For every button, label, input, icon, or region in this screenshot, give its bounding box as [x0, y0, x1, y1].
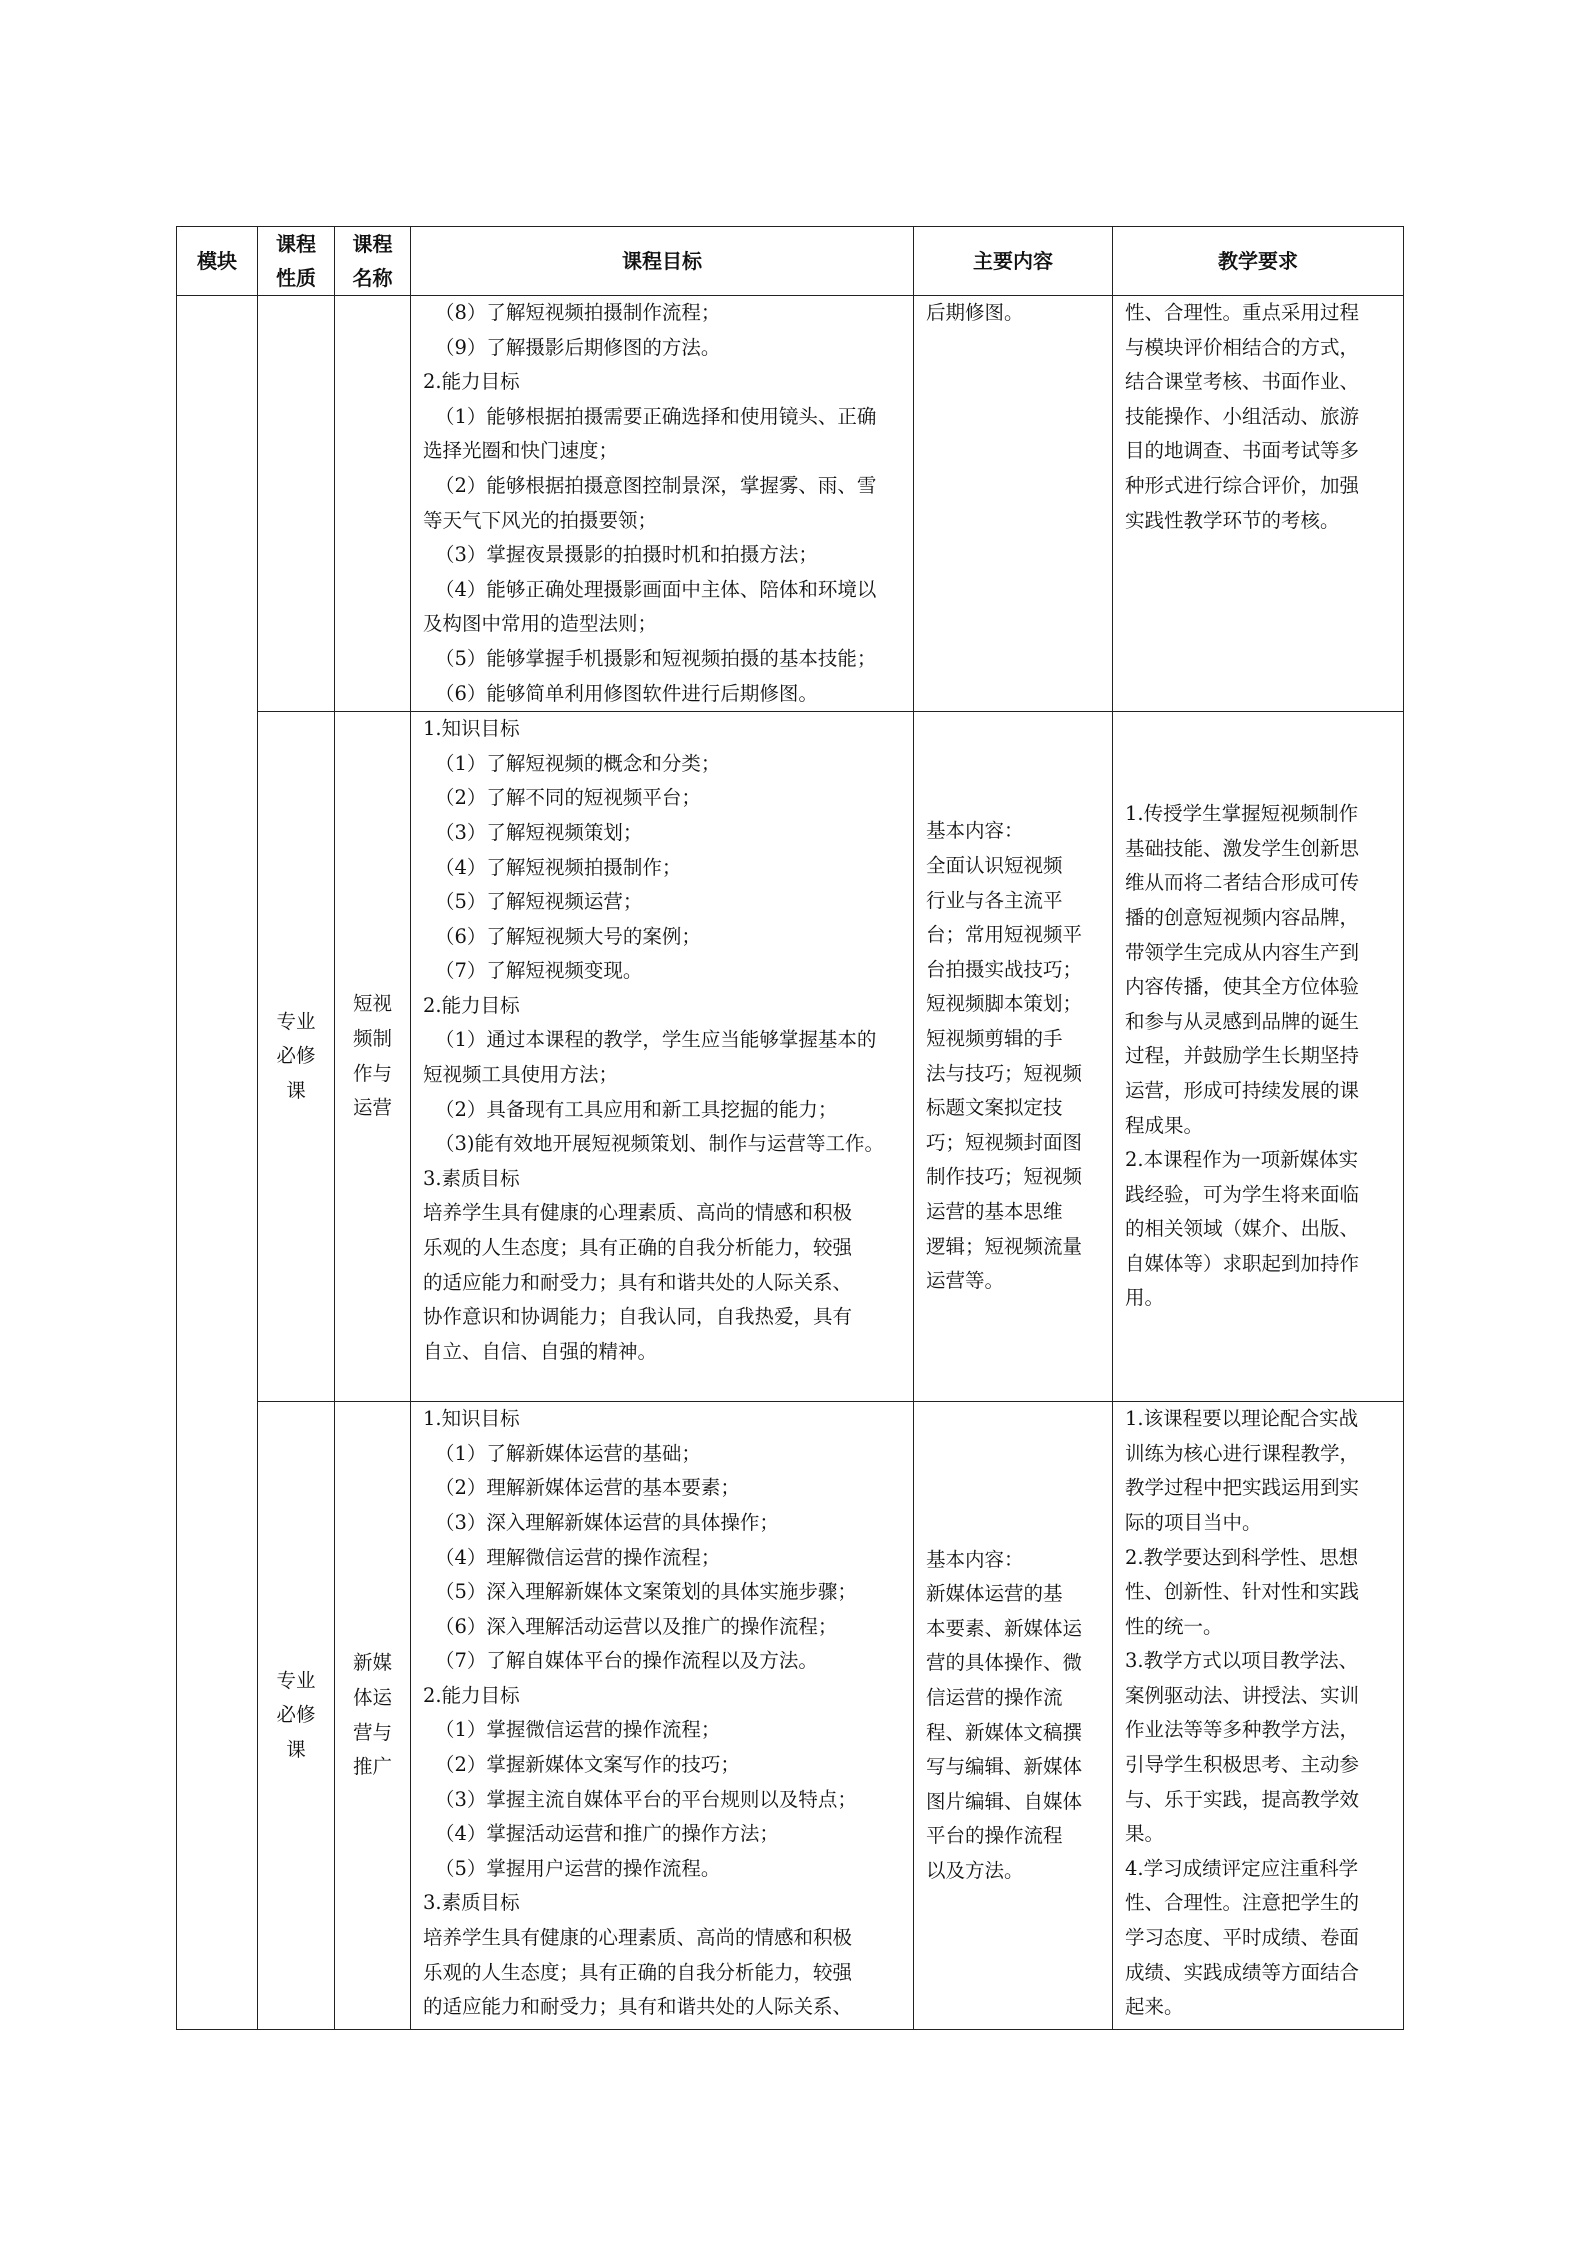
text-line: 图片编辑、自媒体 — [926, 1789, 1083, 1813]
text-line: 3.素质目标 — [423, 1166, 520, 1190]
text-line: 协作意识和协调能力；自我认同，自我热爱，具有 — [423, 1305, 853, 1329]
header-course-nature: 课程 性质 — [258, 227, 335, 296]
text-line: （6）了解短视频大号的案例； — [435, 924, 701, 948]
text-line: 基础技能、激发学生创新思 — [1125, 836, 1360, 860]
text-line: （5）能够掌握手机摄影和短视频拍摄的基本技能； — [435, 646, 877, 670]
course-row-short-video — [177, 712, 1404, 1402]
course-nature-cell — [258, 1402, 335, 2030]
text-line: 台拍摄实战技巧； — [926, 957, 1083, 981]
text-line: 际的项目当中。 — [1125, 1510, 1262, 1534]
text-line: 以及方法。 — [926, 1859, 1024, 1882]
text-line: 培养学生具有健康的心理素质、高尚的情感和积极 — [423, 1201, 853, 1225]
main-content-cell — [914, 712, 1113, 1402]
text-line: 起来。 — [1125, 1995, 1184, 2019]
text-line: 新媒 — [352, 1651, 392, 1675]
text-line: 2.能力目标 — [423, 1683, 520, 1707]
text-line: （3）了解短视频策划； — [435, 820, 643, 844]
course-name-cell — [335, 712, 411, 1402]
text-line: 1.知识目标 — [423, 1407, 520, 1431]
course-name-cell — [335, 296, 411, 712]
text-line: （7）了解短视频变现。 — [435, 959, 643, 983]
text-line: 平台的操作流程 — [926, 1824, 1063, 1848]
text-line: 标题文案拟定技 — [926, 1096, 1063, 1120]
text-line: （2）了解不同的短视频平台； — [435, 786, 701, 810]
text-line: （2）掌握新媒体文案写作的技巧； — [435, 1753, 740, 1777]
text-line: 性、合理性。注意把学生的 — [1125, 1891, 1360, 1915]
course-name-cell — [335, 1402, 411, 2030]
text-line: 2.能力目标 — [423, 993, 520, 1017]
text-line: 等天气下风光的拍摄要领； — [423, 508, 658, 532]
text-line: 信运营的操作流 — [926, 1686, 1063, 1710]
course-goals-cell — [411, 1402, 914, 2030]
text-line: 作业法等等多种教学方法， — [1125, 1718, 1360, 1742]
text-line: 技能操作、小组活动、旅游 — [1125, 404, 1360, 428]
main-content-cell — [914, 296, 1113, 712]
text-line: 的相关领域（媒介、出版、 — [1125, 1217, 1360, 1241]
course-nature-cell — [258, 712, 335, 1402]
text-line: 2.本课程作为一项新媒体实 — [1125, 1148, 1359, 1172]
curriculum-table — [176, 226, 1404, 2030]
text-line: 维从而将二者结合形成可传 — [1125, 871, 1360, 895]
text-line: 后期修图。 — [926, 301, 1024, 324]
text-line: （4）理解微信运营的操作流程； — [435, 1545, 721, 1569]
text-line: （5）掌握用户运营的操作流程。 — [435, 1856, 721, 1880]
text-line: 短视 — [352, 992, 392, 1016]
text-line: （1）通过本课程的教学，学生应当能够掌握基本的 — [435, 1028, 877, 1052]
text-line: （3）掌握主流自媒体平台的平台规则以及特点； — [435, 1787, 857, 1811]
header-main-content: 主要内容 — [914, 227, 1113, 296]
text-line: 和参与从灵感到品牌的诞生 — [1125, 1009, 1360, 1033]
text-line: 3.教学方式以项目教学法、 — [1125, 1649, 1359, 1673]
text-line: 性、创新性、针对性和实践 — [1125, 1580, 1360, 1604]
text-line: （2）具备现有工具应用和新工具挖掘的能力； — [435, 1097, 838, 1121]
text-line: 运营等。 — [926, 1269, 1005, 1293]
text-line: 过程，并鼓励学生长期坚持 — [1125, 1044, 1360, 1068]
text-line: 目的地调查、书面考试等多 — [1125, 439, 1360, 463]
header-module: 模块 — [177, 227, 258, 296]
course-nature-cell — [258, 296, 335, 712]
text-line: 选择光圈和快门速度； — [423, 439, 619, 463]
header-teaching-requirements: 教学要求 — [1113, 227, 1404, 296]
text-line: （7）了解自媒体平台的操作流程以及方法。 — [435, 1649, 818, 1673]
text-line: 1.传授学生掌握短视频制作 — [1125, 802, 1359, 826]
text-line: 自媒体等）求职起到加持作 — [1125, 1251, 1360, 1275]
text-line: 台；常用短视频平 — [926, 923, 1083, 947]
text-line: （1）了解短视频的概念和分类； — [435, 751, 721, 775]
text-line: 运营 — [352, 1096, 392, 1120]
text-line: 全面认识短视频 — [926, 854, 1063, 878]
teaching-requirements-cell — [1113, 712, 1404, 1402]
text-line: 短视频剪辑的手 — [926, 1027, 1063, 1051]
text-line: 制作技巧；短视频 — [926, 1165, 1083, 1189]
text-line: （4）能够正确处理摄影画面中主体、陪体和环境以 — [435, 577, 877, 601]
text-line: 1.该课程要以理论配合实战 — [1125, 1407, 1359, 1431]
course-goals-cell — [411, 296, 914, 712]
text-line: 果。 — [1125, 1822, 1165, 1846]
teaching-requirements-cell — [1113, 296, 1404, 712]
text-line: （3）掌握夜景摄影的拍摄时机和拍摄方法； — [435, 543, 818, 567]
text-line: （5）了解短视频运营； — [435, 890, 643, 914]
text-line: 程、新媒体文稿撰 — [926, 1720, 1083, 1744]
module-cell — [177, 296, 258, 2030]
text-line: 引导学生积极思考、主动参 — [1125, 1753, 1360, 1777]
text-line: （8）了解短视频拍摄制作流程； — [435, 301, 721, 324]
text-line: 1.知识目标 — [423, 717, 520, 741]
text-line: 程成果。 — [1125, 1113, 1204, 1137]
text-line: 与模块评价相结合的方式， — [1125, 335, 1360, 359]
text-line: 频制 — [352, 1027, 392, 1051]
text-line: 带领学生完成从内容生产到 — [1125, 940, 1360, 964]
text-line: 专业 — [276, 1668, 316, 1692]
text-line: 巧；短视频封面图 — [926, 1130, 1083, 1154]
text-line: 体运 — [352, 1686, 392, 1710]
text-line: 的适应能力和耐受力；具有和谐共处的人际关系、 — [423, 1270, 853, 1294]
course-goals-cell — [411, 712, 914, 1402]
text-line: 营的具体操作、微 — [926, 1651, 1083, 1675]
text-line: （6）深入理解活动运营以及推广的操作流程； — [435, 1614, 838, 1638]
text-line: 内容传播，使其全方位体验 — [1125, 975, 1360, 999]
text-line: 用。 — [1125, 1286, 1165, 1310]
text-line: 及构图中常用的造型法则； — [423, 612, 658, 636]
text-line: 专业 — [276, 1009, 316, 1033]
header-course-name: 课程 名称 — [335, 227, 411, 296]
text-line: （1）掌握微信运营的操作流程； — [435, 1718, 721, 1742]
text-line: 种形式进行综合评价，加强 — [1125, 473, 1360, 497]
text-line: 行业与各主流平 — [926, 888, 1063, 912]
text-line: 运营的基本思维 — [926, 1200, 1063, 1223]
text-line: （2）能够根据拍摄意图控制景深，掌握雾、雨、雪 — [435, 473, 877, 497]
text-line: 基本内容： — [926, 819, 1024, 843]
text-line: 成绩、实践成绩等方面结合 — [1125, 1960, 1360, 1984]
text-line: 推广 — [352, 1755, 392, 1779]
text-line: 短视频工具使用方法； — [423, 1063, 619, 1087]
text-line: 与、乐于实践，提高教学效 — [1125, 1787, 1360, 1811]
text-line: 3.素质目标 — [423, 1891, 520, 1915]
text-line: （9）了解摄影后期修图的方法。 — [435, 335, 721, 359]
text-line: （5）深入理解新媒体文案策划的具体实施步骤； — [435, 1580, 857, 1604]
text-line: 培养学生具有健康的心理素质、高尚的情感和积极 — [423, 1926, 853, 1950]
text-line: 播的创意短视频内容品牌， — [1125, 905, 1360, 929]
text-line: 案例驱动法、讲授法、实训 — [1125, 1683, 1360, 1707]
course-row-1 — [177, 296, 1404, 712]
text-line: 学习态度、平时成绩、卷面 — [1125, 1926, 1360, 1950]
text-line: 法与技巧；短视频 — [926, 1061, 1083, 1085]
text-line: 2.教学要达到科学性、思想 — [1125, 1545, 1359, 1569]
text-line: 本要素、新媒体运 — [926, 1616, 1083, 1640]
text-line: 4.学习成绩评定应注重科学 — [1125, 1856, 1359, 1880]
text-line: 课 — [286, 1737, 306, 1761]
text-line: 作与 — [352, 1061, 392, 1085]
text-line: 必修 — [276, 1044, 316, 1068]
teaching-requirements-cell — [1113, 1402, 1404, 2030]
text-line: 实践性教学环节的考核。 — [1125, 508, 1340, 532]
text-line: 的适应能力和耐受力；具有和谐共处的人际关系、 — [423, 1995, 853, 2019]
course-row-new-media — [177, 1402, 1404, 2030]
text-line: 新媒体运营的基 — [926, 1582, 1063, 1606]
text-line: 短视频脚本策划； — [926, 992, 1083, 1016]
text-line: 营与 — [352, 1720, 392, 1744]
text-line: （1）能够根据拍摄需要正确选择和使用镜头、正确 — [435, 404, 877, 428]
main-content-cell — [914, 1402, 1113, 2030]
text-line: （3)能有效地开展短视频策划、制作与运营等工作。 — [435, 1132, 885, 1156]
text-line: （6）能够简单利用修图软件进行后期修图。 — [435, 681, 818, 705]
text-line: 2.能力目标 — [423, 370, 520, 394]
text-line: 运营，形成可持续发展的课 — [1125, 1078, 1360, 1102]
text-line: （2）理解新媒体运营的基本要素； — [435, 1476, 740, 1500]
text-line: 性、合理性。重点采用过程 — [1125, 301, 1360, 324]
text-line: 训练为核心进行课程教学， — [1125, 1441, 1360, 1465]
header-row — [177, 227, 1404, 296]
text-line: 结合课堂考核、书面作业、 — [1125, 370, 1360, 394]
text-line: 基本内容： — [926, 1547, 1024, 1571]
text-line: 必修 — [276, 1703, 316, 1727]
text-line: 教学过程中把实践运用到实 — [1125, 1476, 1360, 1500]
text-line: 课 — [286, 1078, 306, 1102]
header-course-goals: 课程目标 — [411, 227, 914, 296]
text-line: 乐观的人生态度；具有正确的自我分析能力，较强 — [423, 1960, 853, 1984]
text-line: 写与编辑、新媒体 — [926, 1755, 1083, 1779]
text-line: （4）掌握活动运营和推广的操作方法； — [435, 1822, 779, 1846]
text-line: 性的统一。 — [1125, 1614, 1223, 1638]
text-line: 乐观的人生态度；具有正确的自我分析能力，较强 — [423, 1236, 853, 1260]
text-line: （3）深入理解新媒体运营的具体操作； — [435, 1510, 779, 1534]
text-line: （1）了解新媒体运营的基础； — [435, 1441, 701, 1465]
text-line: 践经验，可为学生将来面临 — [1125, 1182, 1360, 1206]
text-line: 自立、自信、自强的精神。 — [423, 1339, 658, 1363]
text-line: （4）了解短视频拍摄制作； — [435, 855, 682, 879]
text-line: 逻辑；短视频流量 — [926, 1234, 1083, 1258]
